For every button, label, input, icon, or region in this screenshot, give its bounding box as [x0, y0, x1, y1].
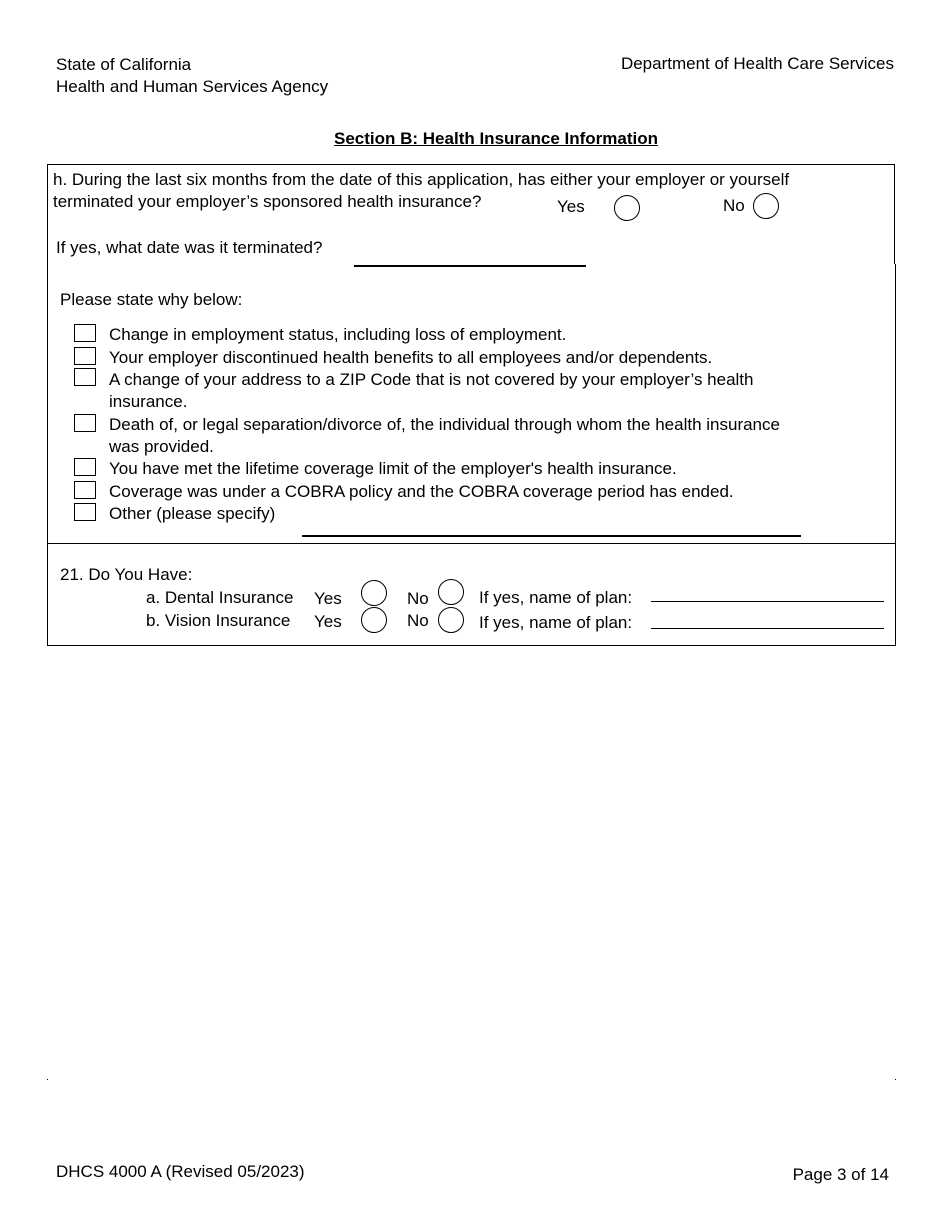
question-h-yes-label: Yes — [557, 197, 585, 216]
box-top-border — [47, 164, 895, 165]
vision-yes-radio[interactable] — [361, 607, 387, 633]
question-h-line2: terminated your employer’s sponsored health insurance? — [53, 192, 482, 211]
question-h-no-radio[interactable] — [753, 193, 779, 219]
reason-text-address-cont: insurance. — [109, 392, 188, 411]
vision-no-radio[interactable] — [438, 607, 464, 633]
termination-date-field[interactable] — [354, 265, 586, 267]
box-divider — [47, 543, 895, 544]
reason-text-address: A change of your address to a ZIP Code that is not covered by your employer’s health — [109, 370, 754, 389]
vision-no-label: No — [407, 611, 429, 630]
dental-no-radio[interactable] — [438, 579, 464, 605]
reason-prompt: Please state why below: — [60, 290, 243, 309]
box-bottom-border — [47, 645, 896, 646]
reason-checkbox-cobra[interactable] — [74, 481, 96, 499]
vision-yes-label: Yes — [314, 612, 342, 631]
question-h-no-label: No — [723, 196, 745, 215]
reason-text-discontinued: Your employer discontinued health benefits to all employees and/or dependents. — [109, 348, 713, 367]
box-right-border-lower — [895, 264, 896, 646]
dental-yes-radio[interactable] — [361, 580, 387, 606]
dental-yes-label: Yes — [314, 589, 342, 608]
vision-plan-prompt: If yes, name of plan: — [479, 613, 633, 632]
reason-checkbox-lifetime-limit[interactable] — [74, 458, 96, 476]
agency-state: State of California — [56, 55, 192, 74]
reason-text-cobra: Coverage was under a COBRA policy and the COBRA coverage period has ended. — [109, 482, 734, 501]
reason-checkbox-discontinued[interactable] — [74, 347, 96, 365]
question-h-line1: h. During the last six months from the date of this application, has either your employer or yourself — [53, 170, 790, 189]
reason-checkbox-death[interactable] — [74, 414, 96, 432]
dental-plan-name-field[interactable] — [651, 601, 884, 602]
vision-plan-name-field[interactable] — [651, 628, 884, 629]
dental-insurance-label: a. Dental Insurance — [146, 588, 294, 607]
reason-text-death: Death of, or legal separation/divorce of, the individual through whom the health insurance — [109, 415, 780, 434]
agency-name: Health and Human Services Agency — [56, 77, 329, 96]
department-name: Department of Health Care Services — [620, 54, 894, 73]
reason-text-death-cont: was provided. — [109, 437, 214, 456]
reason-checkbox-address[interactable] — [74, 368, 96, 386]
dental-no-label: No — [407, 589, 429, 608]
other-specify-field[interactable] — [302, 535, 801, 537]
corner-mark-left — [47, 1079, 48, 1080]
reason-text-other: Other (please specify) — [109, 504, 276, 523]
reason-checkbox-employment[interactable] — [74, 324, 96, 342]
termination-date-prompt: If yes, what date was it terminated? — [56, 238, 323, 257]
box-right-border-upper — [894, 164, 895, 264]
form-id: DHCS 4000 A (Revised 05/2023) — [56, 1162, 305, 1181]
corner-mark-right — [895, 1079, 896, 1080]
vision-insurance-label: b. Vision Insurance — [146, 611, 291, 630]
reason-checkbox-other[interactable] — [74, 503, 96, 521]
section-title: Section B: Health Insurance Information — [334, 129, 658, 148]
dental-plan-prompt: If yes, name of plan: — [479, 588, 633, 607]
box-left-border — [47, 164, 48, 646]
question-21-prompt: 21. Do You Have: — [60, 565, 193, 584]
reason-text-employment: Change in employment status, including loss of employment. — [109, 325, 567, 344]
reason-text-lifetime-limit: You have met the lifetime coverage limit of the employer's health insurance. — [109, 459, 677, 478]
page-number: Page 3 of 14 — [792, 1165, 889, 1184]
question-h-yes-radio[interactable] — [614, 195, 640, 221]
